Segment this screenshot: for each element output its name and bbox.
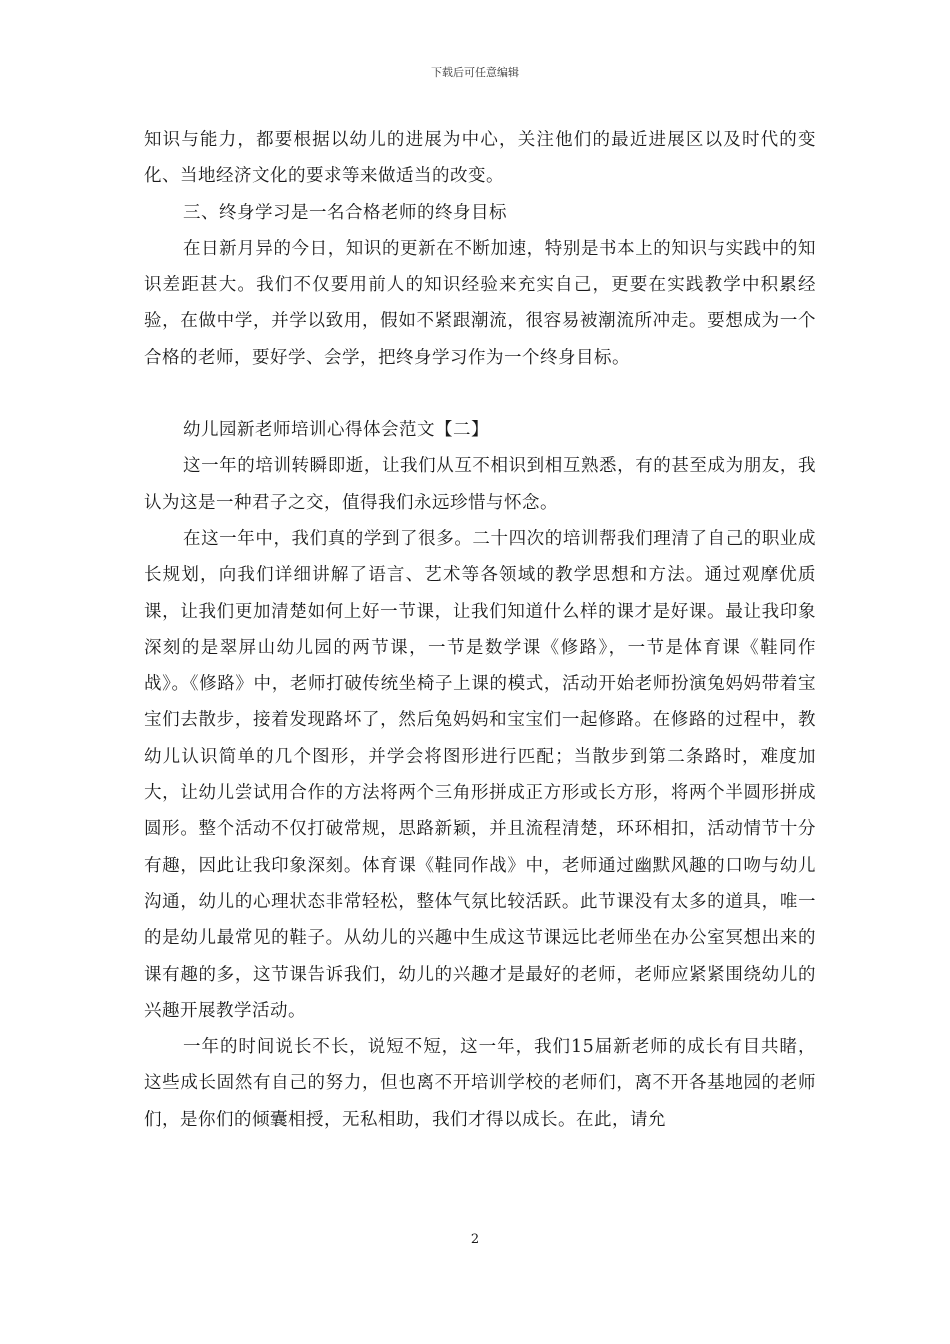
document-body: [144, 122, 816, 1138]
page-header-note: 下载后可任意编辑: [431, 66, 519, 79]
page-number: 2: [470, 1232, 480, 1247]
paragraph-lifelong-learning: 在日新月异的今日，知识的更新在不断加速，特别是书本上的知识与实践中的知识差距甚大。我们不仅要用前人的知识经验来充实自己，更要在实践教学中积累经验，在做中学，并学以致用，假如不紧跟潮流，很容易被潮流所冲走。要想成为一个合格的老师，要好学、会学，把终身学习作为一个终身目标。: [144, 238, 816, 368]
article-title-two: 幼儿园新老师培训心得体会范文【二】: [183, 420, 489, 441]
paragraph-continuation: 知识与能力，都要根据以幼儿的进展为中心，关注他们的最近进展区以及时代的变化、当地经济文化的要求等来做适当的改变。: [144, 130, 816, 187]
paragraph-learning: 在这一年中，我们真的学到了很多。二十四次的培训帮我们理清了自己的职业成长规划，向我们详细讲解了语言、艺术等各领域的教学思想和方法。通过观摩优质课，让我们更加清楚如何上好一节课，让我们知道什么样的课才是好课。最让我印象深刻的是翠屏山幼儿园的两节课，一节是数学课《修路》，一节是体育课《鞋同作战》。《修路》中，老师打破传统坐椅子上课的模式，活动开始老师扮演兔妈妈带着宝宝们去散步，接着发现路坏了，然后兔妈妈和宝宝们一起修路。在修路的过程中，教幼儿认识简单的几个图形，并学会将图形进行匹配；当散步到第二条路时，难度加大，让幼儿尝试用合作的方法将两个三角形拼成正方形或长方形，将两个半圆形拼成圆形。整个活动不仅打破常规，思路新颖，并且流程清楚，环环相扣，活动情节十分有趣，因此让我印象深刻。体育课《鞋同作战》中，老师通过幽默风趣的口吻与幼儿沟通，幼儿的心理状态非常轻松，整体气氛比较活跃。此节课没有太多的道具，唯一的是幼儿最常见的鞋子。从幼儿的兴趣中生成这节课远比老师坐在办公室冥想出来的课有趣的多，这节课告诉我们，幼儿的兴趣才是最好的老师，老师应紧紧围绕幼儿的兴趣开展教学活动。: [144, 528, 816, 1021]
paragraph-spacer: [144, 376, 816, 412]
paragraph-growth: 一年的时间说长不长，说短不短，这一年，我们15届新老师的成长有目共睹，这些成长固然有自己的努力，但也离不开培训学校的老师们，离不开各基地园的老师们，是你们的倾囊相授，无私相助，我们才得以成长。在此，请允: [144, 1037, 816, 1130]
section-heading-three: 三、终身学习是一名合格老师的终身目标: [183, 202, 507, 223]
paragraph-intro: 这一年的培训转瞬即逝，让我们从互不相识到相互熟悉，有的甚至成为朋友，我认为这是一种君子之交，值得我们永远珍惜与怀念。: [144, 456, 816, 513]
